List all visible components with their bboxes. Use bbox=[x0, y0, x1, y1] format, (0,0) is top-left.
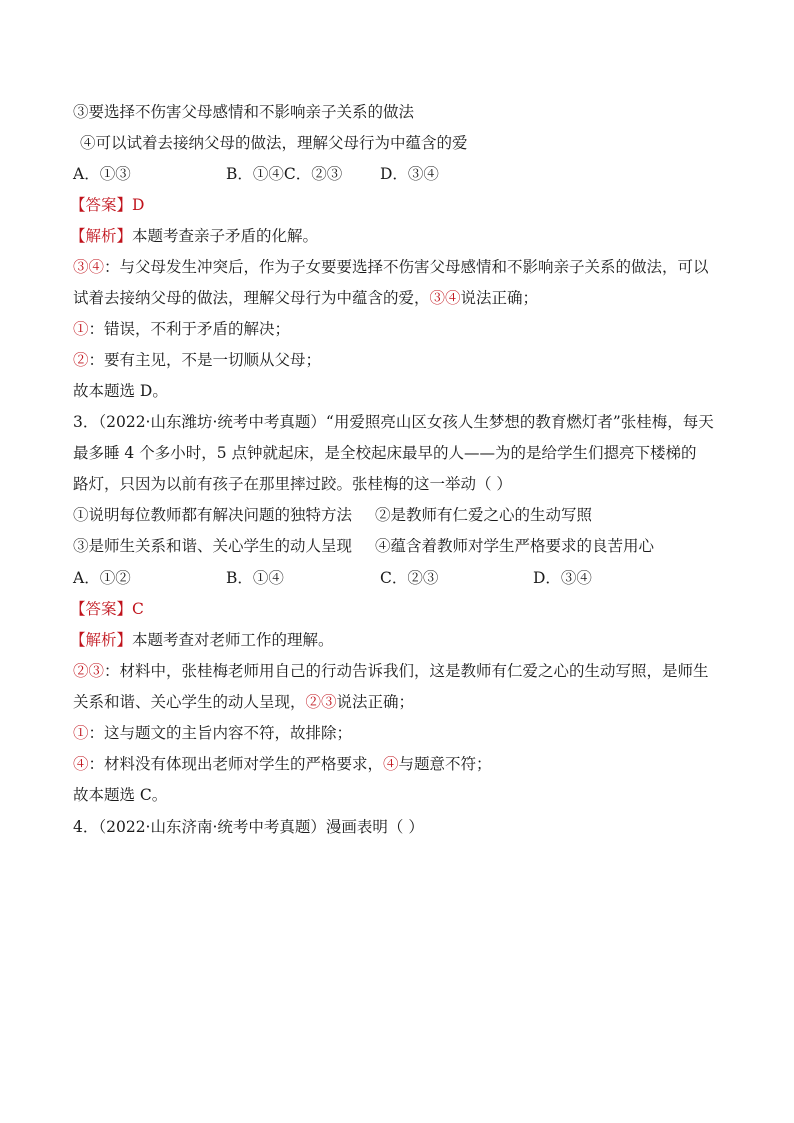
analysis-intro-text: 本题考查对老师工作的理解。 bbox=[132, 631, 334, 649]
analysis-intro-text: 本题考查亲子矛盾的化解。 bbox=[132, 227, 319, 245]
q3-choice-d: D．③④ bbox=[533, 569, 592, 587]
q2-option-4: ④可以试着去接纳父母的做法，理解父母行为中蕴含的爱 bbox=[80, 134, 468, 152]
q3-conclusion: 故本题选 C。 bbox=[73, 786, 168, 804]
q3-answer bbox=[70, 599, 730, 619]
q2-choice-d: D．③④ bbox=[380, 165, 439, 183]
q3-analysis-p1-line1 bbox=[73, 661, 733, 681]
q2-option-3: ③要选择不伤害父母感情和不影响亲子关系的做法 bbox=[73, 103, 415, 121]
q3-analysis-p2 bbox=[73, 723, 733, 743]
option-mark: ④ bbox=[383, 755, 399, 773]
analysis-text: ：错误，不利于矛盾的解决； bbox=[88, 320, 291, 338]
q4-stem: 4．（2022·山东济南·统考中考真题）漫画表明（ ） bbox=[73, 818, 424, 836]
q3-option-4: ④蕴含着教师对学生严格要求的良苦用心 bbox=[375, 537, 655, 555]
option-mark: ③④ bbox=[73, 258, 105, 276]
analysis-tag: 【解析】 bbox=[70, 631, 133, 649]
q2-analysis-intro bbox=[70, 226, 730, 246]
q3-option-1: ①说明每位教师都有解决问题的独特方法 bbox=[73, 506, 353, 524]
analysis-text: 关系和谐、关心学生的动人呈现， bbox=[73, 693, 306, 711]
option-mark: ④ bbox=[73, 755, 89, 773]
q3-choice-a: A．①② bbox=[73, 569, 131, 587]
option-mark: ②③ bbox=[305, 693, 337, 711]
option-mark: ① bbox=[73, 320, 89, 338]
q3-analysis-intro bbox=[70, 630, 730, 650]
analysis-text: ：材料中，张桂梅老师用自己的行动告诉我们，这是教师有仁爱之心的生动写照，是师生 bbox=[104, 662, 709, 680]
option-mark: ① bbox=[73, 724, 89, 742]
q3-option-3: ③是师生关系和谐、关心学生的动人呈现 bbox=[73, 537, 353, 555]
q3-choice-c: C．②③ bbox=[380, 569, 439, 587]
analysis-tag: 【解析】 bbox=[70, 227, 133, 245]
analysis-text: 说法正确； bbox=[460, 289, 539, 307]
analysis-text: ：这与题文的主旨内容不符，故排除； bbox=[88, 724, 353, 742]
analysis-text: 试着去接纳父母的做法，理解父母行为中蕴含的爱， bbox=[73, 289, 430, 307]
option-mark: ② bbox=[73, 351, 89, 369]
option-mark: ②③ bbox=[73, 662, 105, 680]
option-mark: ③④ bbox=[429, 289, 461, 307]
answer-value: D bbox=[132, 196, 145, 214]
answer-value: C bbox=[132, 600, 144, 618]
q3-stem-line3: 路灯，只因为以前有孩子在那里摔过跤。张桂梅的这一举动（ ） bbox=[73, 475, 512, 493]
q3-analysis-p3 bbox=[73, 754, 733, 774]
q2-analysis-p3 bbox=[73, 350, 733, 370]
analysis-text: ：与父母发生冲突后，作为子女要要选择不伤害父母感情和不影响亲子关系的做法，可以 bbox=[104, 258, 709, 276]
analysis-text: ：材料没有体现出老师对学生的严格要求， bbox=[88, 755, 384, 773]
q2-choice-b-c: B．①④C．②③ bbox=[226, 165, 343, 183]
q3-option-2: ②是教师有仁爱之心的生动写照 bbox=[375, 506, 593, 524]
q2-analysis-p1-line2 bbox=[73, 288, 733, 308]
analysis-text: 与题意不符； bbox=[398, 755, 492, 773]
answer-tag: 【答案】 bbox=[70, 196, 133, 214]
q2-analysis-p1-line1 bbox=[73, 257, 733, 277]
analysis-text: 说法正确； bbox=[336, 693, 415, 711]
analysis-text: ：要有主见，不是一切顺从父母； bbox=[88, 351, 322, 369]
q2-conclusion: 故本题选 D。 bbox=[73, 382, 168, 400]
q3-choice-b: B．①④ bbox=[226, 569, 284, 587]
q3-stem-line2: 最多睡 4 个多小时，5 点钟就起床，是全校起床最早的人——为的是给学生们摁亮下楼梯的 bbox=[73, 444, 697, 462]
q3-analysis-p1-line2 bbox=[73, 692, 733, 712]
q3-stem-line1: 3．（2022·山东潍坊·统考中考真题）“用爱照亮山区女孩人生梦想的教育燃灯者”张桂梅，每天 bbox=[73, 413, 714, 431]
q2-choice-a: A．①③ bbox=[73, 165, 131, 183]
q2-analysis-p2 bbox=[73, 319, 733, 339]
answer-tag: 【答案】 bbox=[70, 600, 133, 618]
q2-answer bbox=[70, 195, 730, 215]
